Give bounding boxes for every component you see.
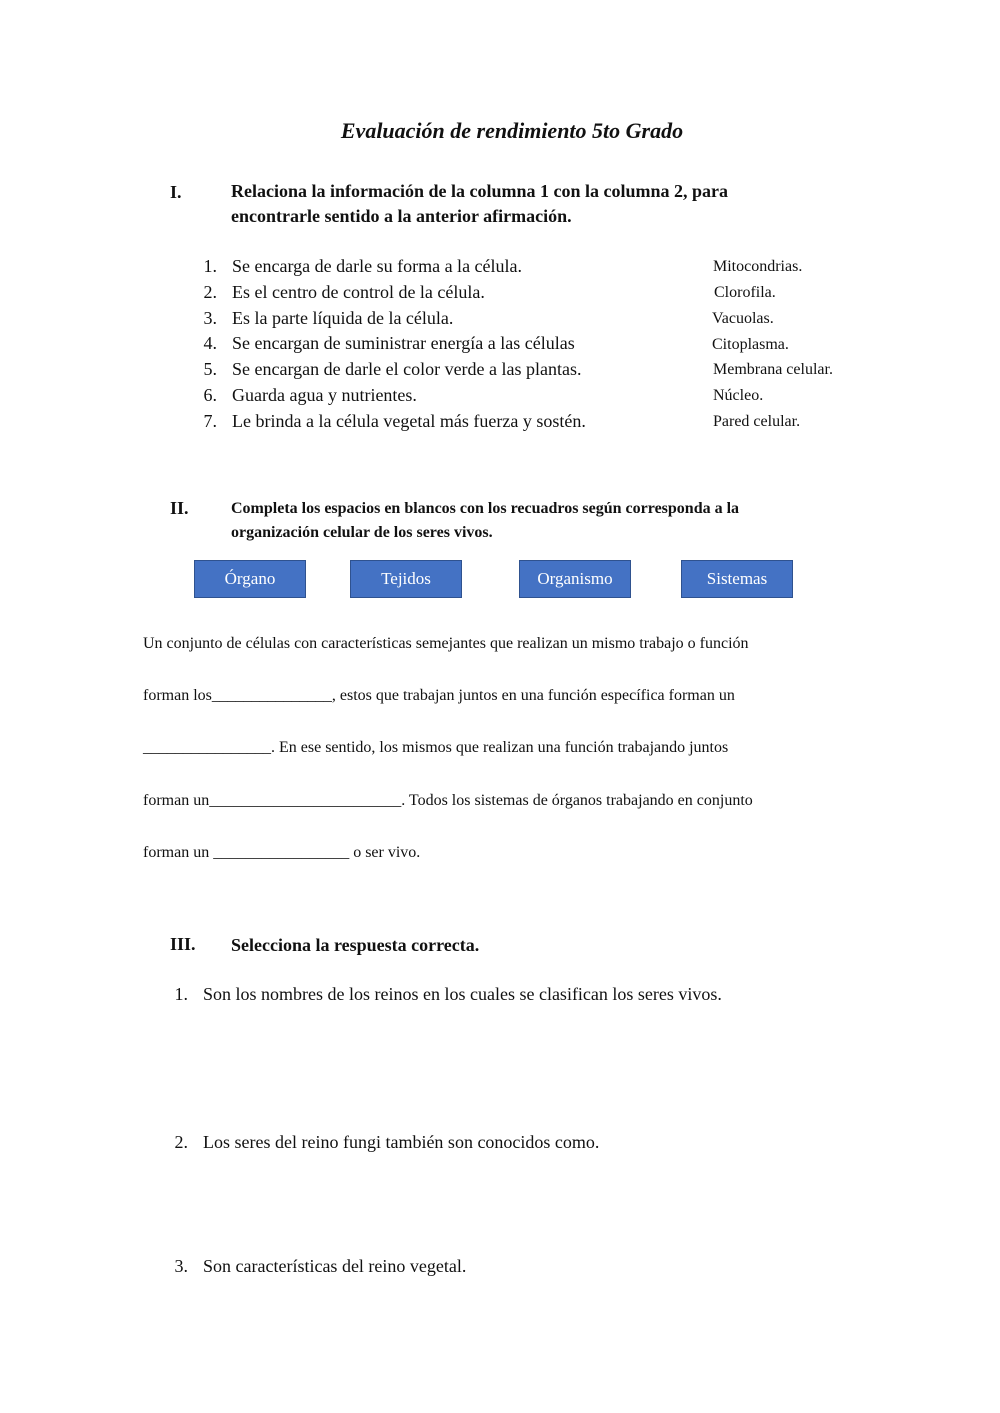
paragraph-line: forman los_______________, estos que trabajan juntos en una función específica forman un: [143, 687, 735, 704]
item-text: Se encarga de darle su forma a la célula.: [232, 256, 523, 276]
answer-option: Núcleo.: [713, 387, 764, 404]
section-2-instruction-line2: organización celular de los seres vivos.: [231, 524, 493, 541]
answer-option: Vacuolas.: [712, 310, 774, 327]
answer-option: Pared celular.: [713, 413, 801, 430]
question-number: 2.: [174, 1132, 188, 1152]
question-number: 3.: [174, 1256, 188, 1276]
section-3-instruction: Selecciona la respuesta correcta.: [231, 935, 480, 955]
question-text: Los seres del reino fungi también son conocidos como.: [203, 1132, 600, 1152]
word-box-organismo[interactable]: Organismo: [519, 560, 631, 598]
section-1-instruction-line2: encontrarle sentido a la anterior afirmación.: [231, 206, 572, 226]
item-number: 5.: [203, 359, 217, 379]
question-text: Son los nombres de los reinos en los cuales se clasifican los seres vivos.: [203, 984, 722, 1004]
answer-option: Citoplasma.: [712, 336, 789, 353]
item-number: 1.: [203, 256, 217, 276]
item-number: 6.: [203, 385, 217, 405]
answer-option: Clorofila.: [714, 284, 776, 301]
answer-option: Membrana celular.: [713, 361, 833, 378]
section-1-instruction-line1: Relaciona la información de la columna 1 con la columna 2, para: [231, 181, 728, 201]
question-text: Son características del reino vegetal.: [203, 1256, 467, 1276]
word-box-sistemas[interactable]: Sistemas: [681, 560, 793, 598]
section-1-instruction: [231, 179, 851, 229]
section-1-number: I.: [170, 182, 182, 202]
item-text: Guarda agua y nutrientes.: [232, 385, 417, 405]
item-text: Se encargan de suministrar energía a las células: [232, 333, 575, 353]
item-number: 4.: [203, 333, 217, 353]
section-2-instruction-line1: Completa los espacios en blancos con los recuadros según corresponda a la: [231, 500, 740, 517]
item-number: 2.: [203, 282, 217, 302]
paragraph-line: forman un _________________ o ser vivo.: [143, 844, 421, 861]
answer-option: Mitocondrias.: [713, 258, 803, 275]
section-3-number: III.: [170, 934, 196, 954]
page-title: Evaluación de rendimiento 5to Grado: [340, 118, 684, 143]
paragraph-line: forman un________________________. Todos los sistemas de órganos trabajando en conjunto: [143, 792, 753, 809]
item-text: Le brinda a la célula vegetal más fuerza y sostén.: [232, 411, 586, 431]
section-2-instruction: [231, 497, 871, 545]
question-number: 1.: [174, 984, 188, 1004]
paragraph-line: ________________. En ese sentido, los mismos que realizan una función trabajando juntos: [143, 739, 729, 756]
item-text: Es la parte líquida de la célula.: [232, 308, 454, 328]
paragraph-line: Un conjunto de células con características semejantes que realizan un mismo trabajo o función: [143, 635, 749, 652]
item-text: Es el centro de control de la célula.: [232, 282, 485, 302]
word-box-tejidos[interactable]: Tejidos: [350, 560, 462, 598]
section-2-number: II.: [170, 498, 189, 518]
word-box-organo[interactable]: Órgano: [194, 560, 306, 598]
item-text: Se encargan de darle el color verde a las plantas.: [232, 359, 582, 379]
item-number: 7.: [203, 411, 217, 431]
item-number: 3.: [203, 308, 217, 328]
